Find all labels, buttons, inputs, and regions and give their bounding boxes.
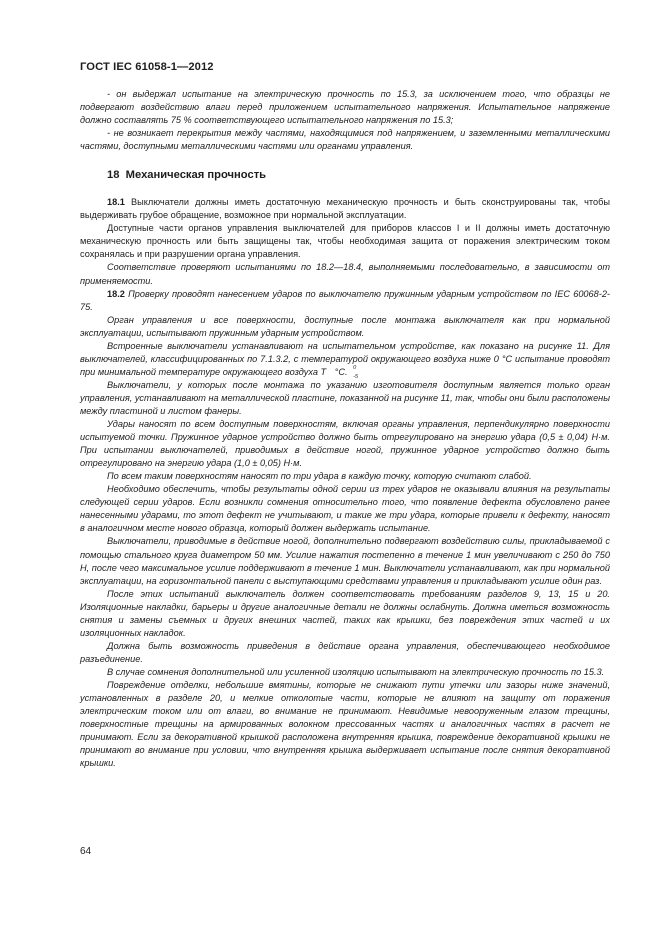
clause-number: 18.1 (107, 197, 125, 208)
clause-number: 18.2 (107, 288, 125, 299)
section-number: 18 (107, 169, 120, 182)
paragraph: Должна быть возможность приведения в действие органа управления, обеспечивающего необходимое разъединение. (80, 640, 610, 664)
paragraph: После этих испытаний выключатель должен соответствовать требованиям разделов 9, 13, 15 и 20. Изоляционные накладки, барьеры и другие аналогичные детали не должны ослабнуть. Должна иметься возможность снятия и замены съемных и других внешних частей, таких как крышки, без повреждения этих частей и их изоляционных накладок. (80, 588, 610, 638)
clause-18-2 (80, 288, 610, 314)
tolerance-lower: -5 (353, 373, 359, 380)
intro-item-1: - он выдержал испытание на электрическую прочность по 15.3, за исключением того, что образцы не подвергают воздействию влаги перед приложением испытательного напряжения. Испытательное напряжение должно составлять 75 % соответствующего испытательного напряжения по 15.3; (80, 89, 610, 126)
document-header: ГОСТ IEC 61058-1—2012 (80, 61, 214, 73)
document-body (80, 88, 610, 770)
paragraph-builtin (80, 340, 610, 379)
section-heading (107, 168, 610, 182)
paragraph-organ: Орган управления и все поверхности, доступные после монтажа выключателя как при нормальной эксплуатации, испытывают пружинным ударным устройством. (80, 314, 610, 338)
paragraph: По всем таким поверхностям наносят по три удара в каждую точку, которую считают слабой. (107, 471, 532, 482)
clause-18-1 (80, 196, 610, 222)
page-number: 64 (80, 846, 92, 857)
temperature-tolerance (326, 364, 359, 380)
paragraph-access-parts: Доступные части органов управления выключателей для приборов классов I и II должны иметь достаточную механическую прочность или быть защищены так, чтобы необходимая защита от поражения электрическим током сохранялась и при разрушении органа управления. (80, 223, 610, 260)
paragraph: В случае сомнения дополнительной или усиленной изоляцию испытывают на электрическую прочность по 15.3. (107, 666, 605, 677)
builtin-end: °С. (332, 366, 348, 377)
clause-text: Проверку проводят нанесением ударов по выключателю пружинным ударным устройством по IEC 60068-2-75. (80, 288, 610, 312)
clause-text: Выключатели должны иметь достаточную механическую прочность и быть сконструированы так, чтобы выдерживать грубое обращение, возможное при нормальной эксплуатации. (80, 197, 610, 221)
paragraph: Повреждение отделки, небольшие вмятины, которые не снижают пути утечки или зазоры ниже значений, установленных в разделе 20, и мелкие отколотые части, которые не влияют на защиту от поражения электрическим током или от влаги, во внимание не принимают. Невидимые невооруженным глазом трещины, поверхностные трещины на армированных волокном прессованных частях и аналогичных частях в расчет не принимают. Если за декоративной крышкой расположена внутренняя крышка, повреждение декоративной крышки не принимают во внимание при условии, что внутренняя крышка выдерживает испытание после снятия декоративной крышки. (80, 679, 610, 769)
paragraph: Удары наносят по всем доступным поверхностям, включая органы управления, перпендикулярно поверхности испытуемой точки. Пружинное ударное устройство должно быть отрегулировано на энергию удара (0,5 ± 0,04) Н·м. При испытании выключателей, приводимых в действие ногой, пружинное ударное устройство должно быть отрегулировано на энергию удара (1,0 ± 0,05) Н·м. (80, 419, 610, 469)
section-title: Механическая прочность (125, 169, 267, 182)
builtin-text: Встроенные выключатели устанавливают на испытательном устройстве, как показано на рисунке 11. Для выключателей, классифицированных по 7.1.3.2, с температурой окружающего воздуха ниже 0 °С испытание проводят при минимальной температуре окружающего воздуха T (80, 340, 610, 377)
paragraph: Выключатели, приводимые в действие ногой, дополнительно подвергают воздействию силы, прикладываемой с помощью стального круга диаметром 50 мм. Усилие нажатия постепенно в течение 1 мин увеличивают с 250 до 750 Н, после чего максимальное усилие поддерживают в течение 1 мин. Выключатели устанавливают, как при нормальной эксплуатации, на горизонтальной панели с выступающими средствами управления и прикладывают усилие один раз. (80, 536, 610, 586)
intro-item-2: - не возникает перекрытия между частями, находящимися под напряжением, и заземленными металлическими частями, доступными металлическими частями или органами управления. (80, 128, 610, 152)
paragraph: Необходимо обеспечить, чтобы результаты одной серии из трех ударов не оказывали влияния на результаты следующей серии ударов. Если возникли сомнения относительно того, что появление дефекта обусловлено ранее нанесенными ударами, то этот дефект не учитывают, и такие же три удара, которые привели к дефекту, наносят в аналогичном месте нового образца, который должен выдержать испытание. (80, 484, 610, 534)
paragraph-compliance: Соответствие проверяют испытаниями по 18.2—18.4, выполняемыми последовательно, в зависимости от применяемости. (80, 262, 610, 286)
paragraph: Выключатели, у которых после монтажа по указанию изготовителя доступным является только орган управления, устанавливают на металлической пластине, показанной на рисунке 11, так, чтобы они были расположены между пластиной и листом фанеры. (80, 379, 610, 416)
tolerance-upper: 0 (353, 364, 357, 371)
